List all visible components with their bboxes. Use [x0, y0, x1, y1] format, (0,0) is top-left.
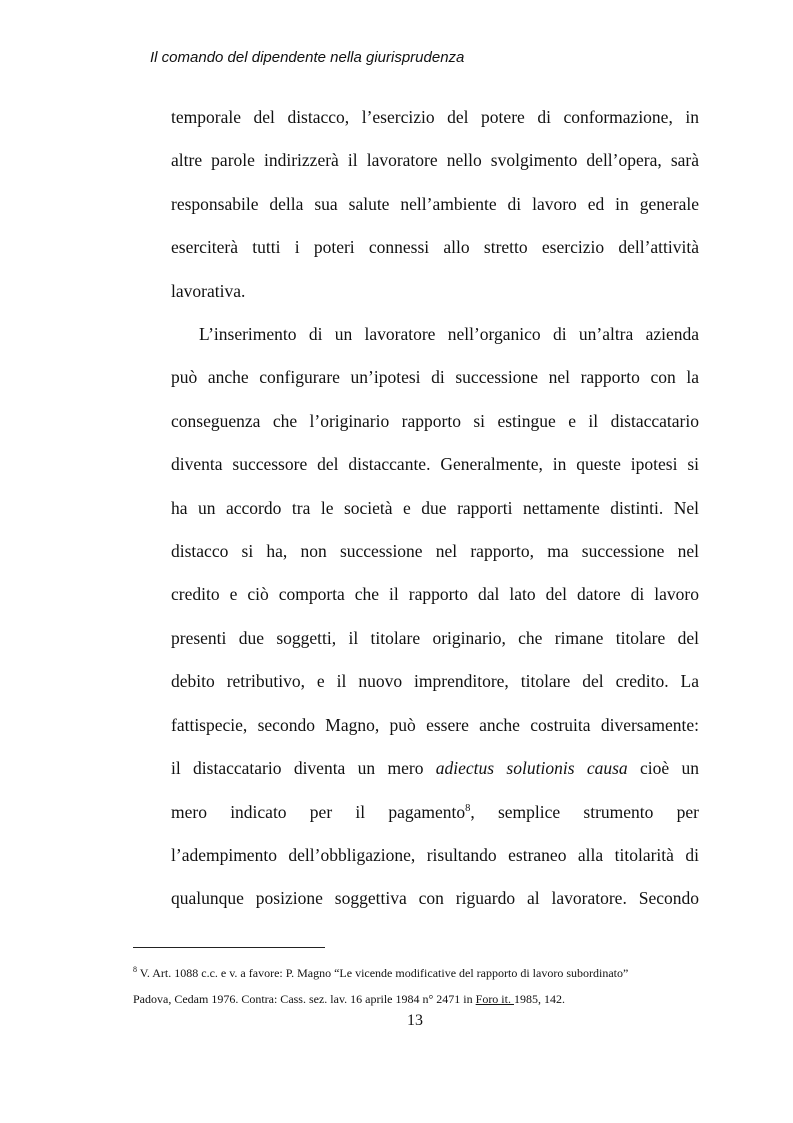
text-line: lavorativa. — [171, 280, 246, 301]
text-run: il distaccatario diventa un mero — [171, 758, 436, 779]
footnote-line — [133, 960, 693, 986]
paragraph-2 — [171, 313, 699, 921]
text-line: debito retributivo, e il nuovo imprenditore, titolare del credito. La — [171, 671, 699, 692]
text-run: cioè un — [627, 758, 699, 779]
text-line: L’inserimento di un lavoratore nell’organico di un’altra azienda — [199, 324, 699, 345]
footnote-text: 1985, 142. — [513, 992, 565, 1006]
text-line: credito e ciò comporta che il rapporto dal lato del datore di lavoro — [171, 584, 699, 605]
text-line: può anche configurare un’ipotesi di successione nel rapporto con la — [171, 367, 699, 388]
text-run: , semplice strumento per — [470, 801, 699, 822]
text-line: conseguenza che l’originario rapporto si estingue e il distaccatario — [171, 410, 699, 431]
footnote-text: V. Art. 1088 c.c. e v. a favore: P. Magno “Le vicende modificative del rapporto di lavoro subordinato” — [137, 966, 629, 980]
text-line: eserciterà tutti i poteri connessi allo stretto esercizio dell’attività — [171, 237, 699, 258]
footnote-line — [133, 986, 693, 1012]
text-line: l’adempimento dell’obbligazione, risultando estraneo alla titolarità di — [171, 844, 699, 865]
text-line — [171, 791, 699, 834]
paragraph-1 — [171, 96, 699, 313]
running-head: Il comando del dipendente nella giurisprudenza — [150, 49, 465, 66]
text-run: mero indicato per il pagamento — [171, 801, 466, 822]
italic-term: adiectus solutionis causa — [435, 758, 628, 779]
footnote-number: 8 — [133, 965, 137, 974]
journal-title: Foro it. — [475, 992, 514, 1006]
text-line: ha un accordo tra le società e due rapporti nettamente distinti. Nel — [171, 497, 699, 518]
footnote-separator — [133, 947, 325, 948]
text-line: diventa successore del distaccante. Generalmente, in queste ipotesi si — [171, 454, 699, 475]
text-line: qualunque posizione soggettiva con riguardo al lavoratore. Secondo — [171, 888, 699, 909]
page-number: 13 — [407, 1012, 423, 1029]
footnote-text: Padova, Cedam 1976. Contra: Cass. sez. lav. 16 aprile 1984 n° 2471 in — [133, 992, 476, 1006]
text-line: altre parole indirizzerà il lavoratore nello svolgimento dell’opera, sarà — [171, 150, 699, 171]
text-line: distacco si ha, non successione nel rapporto, ma successione nel — [171, 541, 699, 562]
text-line — [171, 747, 699, 790]
footnote-reference[interactable]: 8 — [465, 802, 471, 814]
body-text — [171, 96, 699, 921]
text-line: temporale del distacco, l’esercizio del potere di conformazione, in — [171, 107, 699, 127]
footnote — [133, 960, 693, 1012]
text-line: responsabile della sua salute nell’ambiente di lavoro ed in generale — [171, 193, 699, 214]
text-line: fattispecie, secondo Magno, può essere anche costruita diversamente: — [171, 714, 699, 735]
text-line: presenti due soggetti, il titolare originario, che rimane titolare del — [171, 627, 699, 648]
